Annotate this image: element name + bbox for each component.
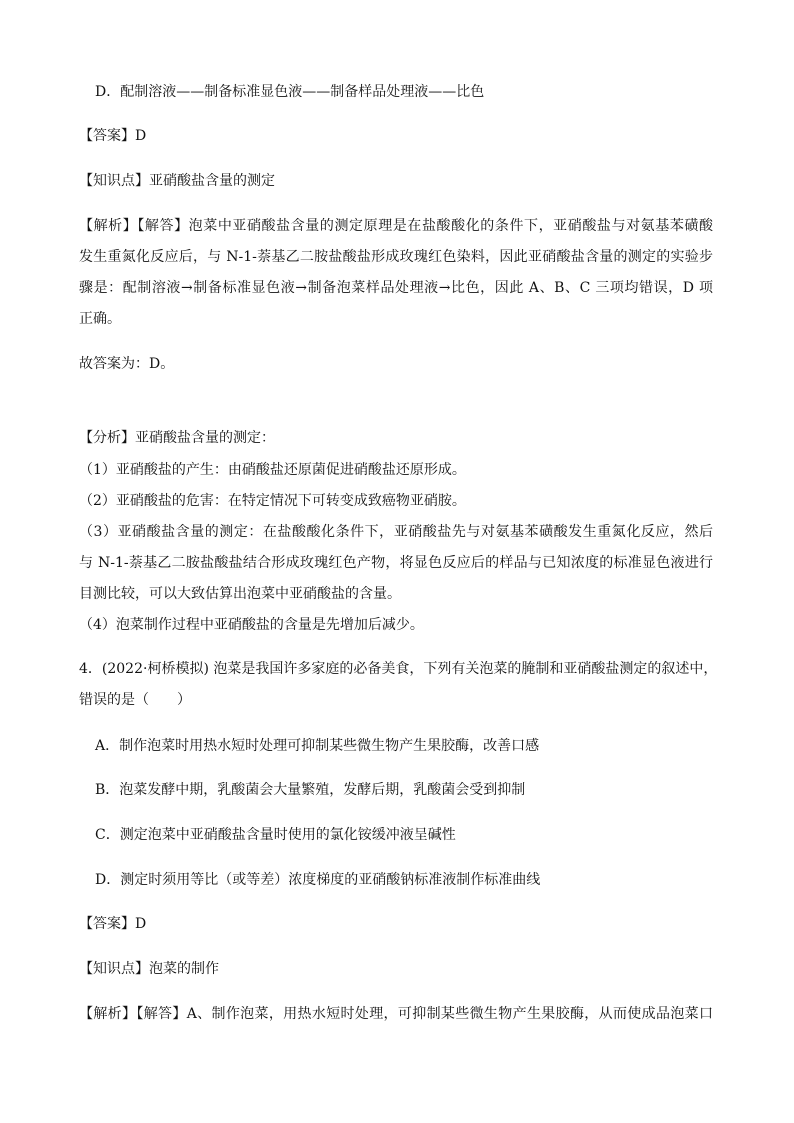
option-b: B．泡菜发酵中期，乳酸菌会大量繁殖，发酵后期，乳酸菌会受到抑制 [95,782,526,798]
knowledge-point: 【知识点】亚硝酸盐含量的测定 [79,173,275,189]
analysis-line: 【解析】【解答】A、制作泡菜，用热水短时处理，可抑制某些微生物产生果胶酶，从而使成品泡菜口 [79,1006,713,1022]
analysis-line: 【解析】【解答】泡菜中亚硝酸盐含量的测定原理是在盐酸酸化的条件下，亚硝酸盐与对氨基苯磺酸 [79,218,713,234]
question-stem: 错误的是（ ） [79,692,191,708]
analysis-line: 正确。 [79,311,121,327]
fenxi-item: 与 N-1-萘基乙二胺盐酸盐结合形成玫瑰红色产物，将显色反应后的样品与已知浓度的标准显色液进行 [79,555,713,571]
fenxi-title: 【分析】亚硝酸盐含量的测定： [79,430,275,446]
answer-label: 【答案】D [79,128,147,144]
answer-label: 【答案】D [79,916,147,932]
option-d-previous: D．配制溶液——制备标准显色液——制备样品处理液——比色 [95,84,485,100]
analysis-line: 发生重氮化反应后，与 N-1-萘基乙二胺盐酸盐形成玫瑰红色染料，因此亚硝酸盐含量的测定的实验步 [79,249,713,265]
fenxi-item: （4）泡菜制作过程中亚硝酸盐的含量是先增加后减少。 [79,617,424,633]
option-a: A．制作泡菜时用热水短时处理可抑制某些微生物产生果胶酶，改善口感 [95,738,540,754]
option-d: D．测定时须用等比（或等差）浓度梯度的亚硝酸钠标准液制作标准曲线 [95,872,541,888]
knowledge-point: 【知识点】泡菜的制作 [79,961,219,977]
fenxi-item: 目测比较，可以大致估算出泡菜中亚硝酸盐的含量。 [79,586,401,602]
question-stem: 4．(2022·柯桥模拟) 泡菜是我国许多家庭的必备美食，下列有关泡菜的腌制和亚硝酸盐测定的叙述中， [79,661,718,677]
option-c: C．测定泡菜中亚硝酸盐含量时使用的氯化铵缓冲液呈碱性 [95,827,456,843]
conclusion: 故答案为：D。 [79,356,175,372]
fenxi-item: （3）亚硝酸盐含量的测定：在盐酸酸化条件下，亚硝酸盐先与对氨基苯磺酸发生重氮化反应，然后 [79,524,713,540]
analysis-line: 骤是：配制溶液→制备标准显色液→制备泡菜样品处理液→比色，因此 A、B、C 三项均错误，D 项 [79,280,713,296]
fenxi-item: （2）亚硝酸盐的危害：在特定情况下可转变成致癌物亚硝胺。 [79,493,466,509]
fenxi-item: （1）亚硝酸盐的产生：由硝酸盐还原菌促进硝酸盐还原形成。 [79,462,466,478]
